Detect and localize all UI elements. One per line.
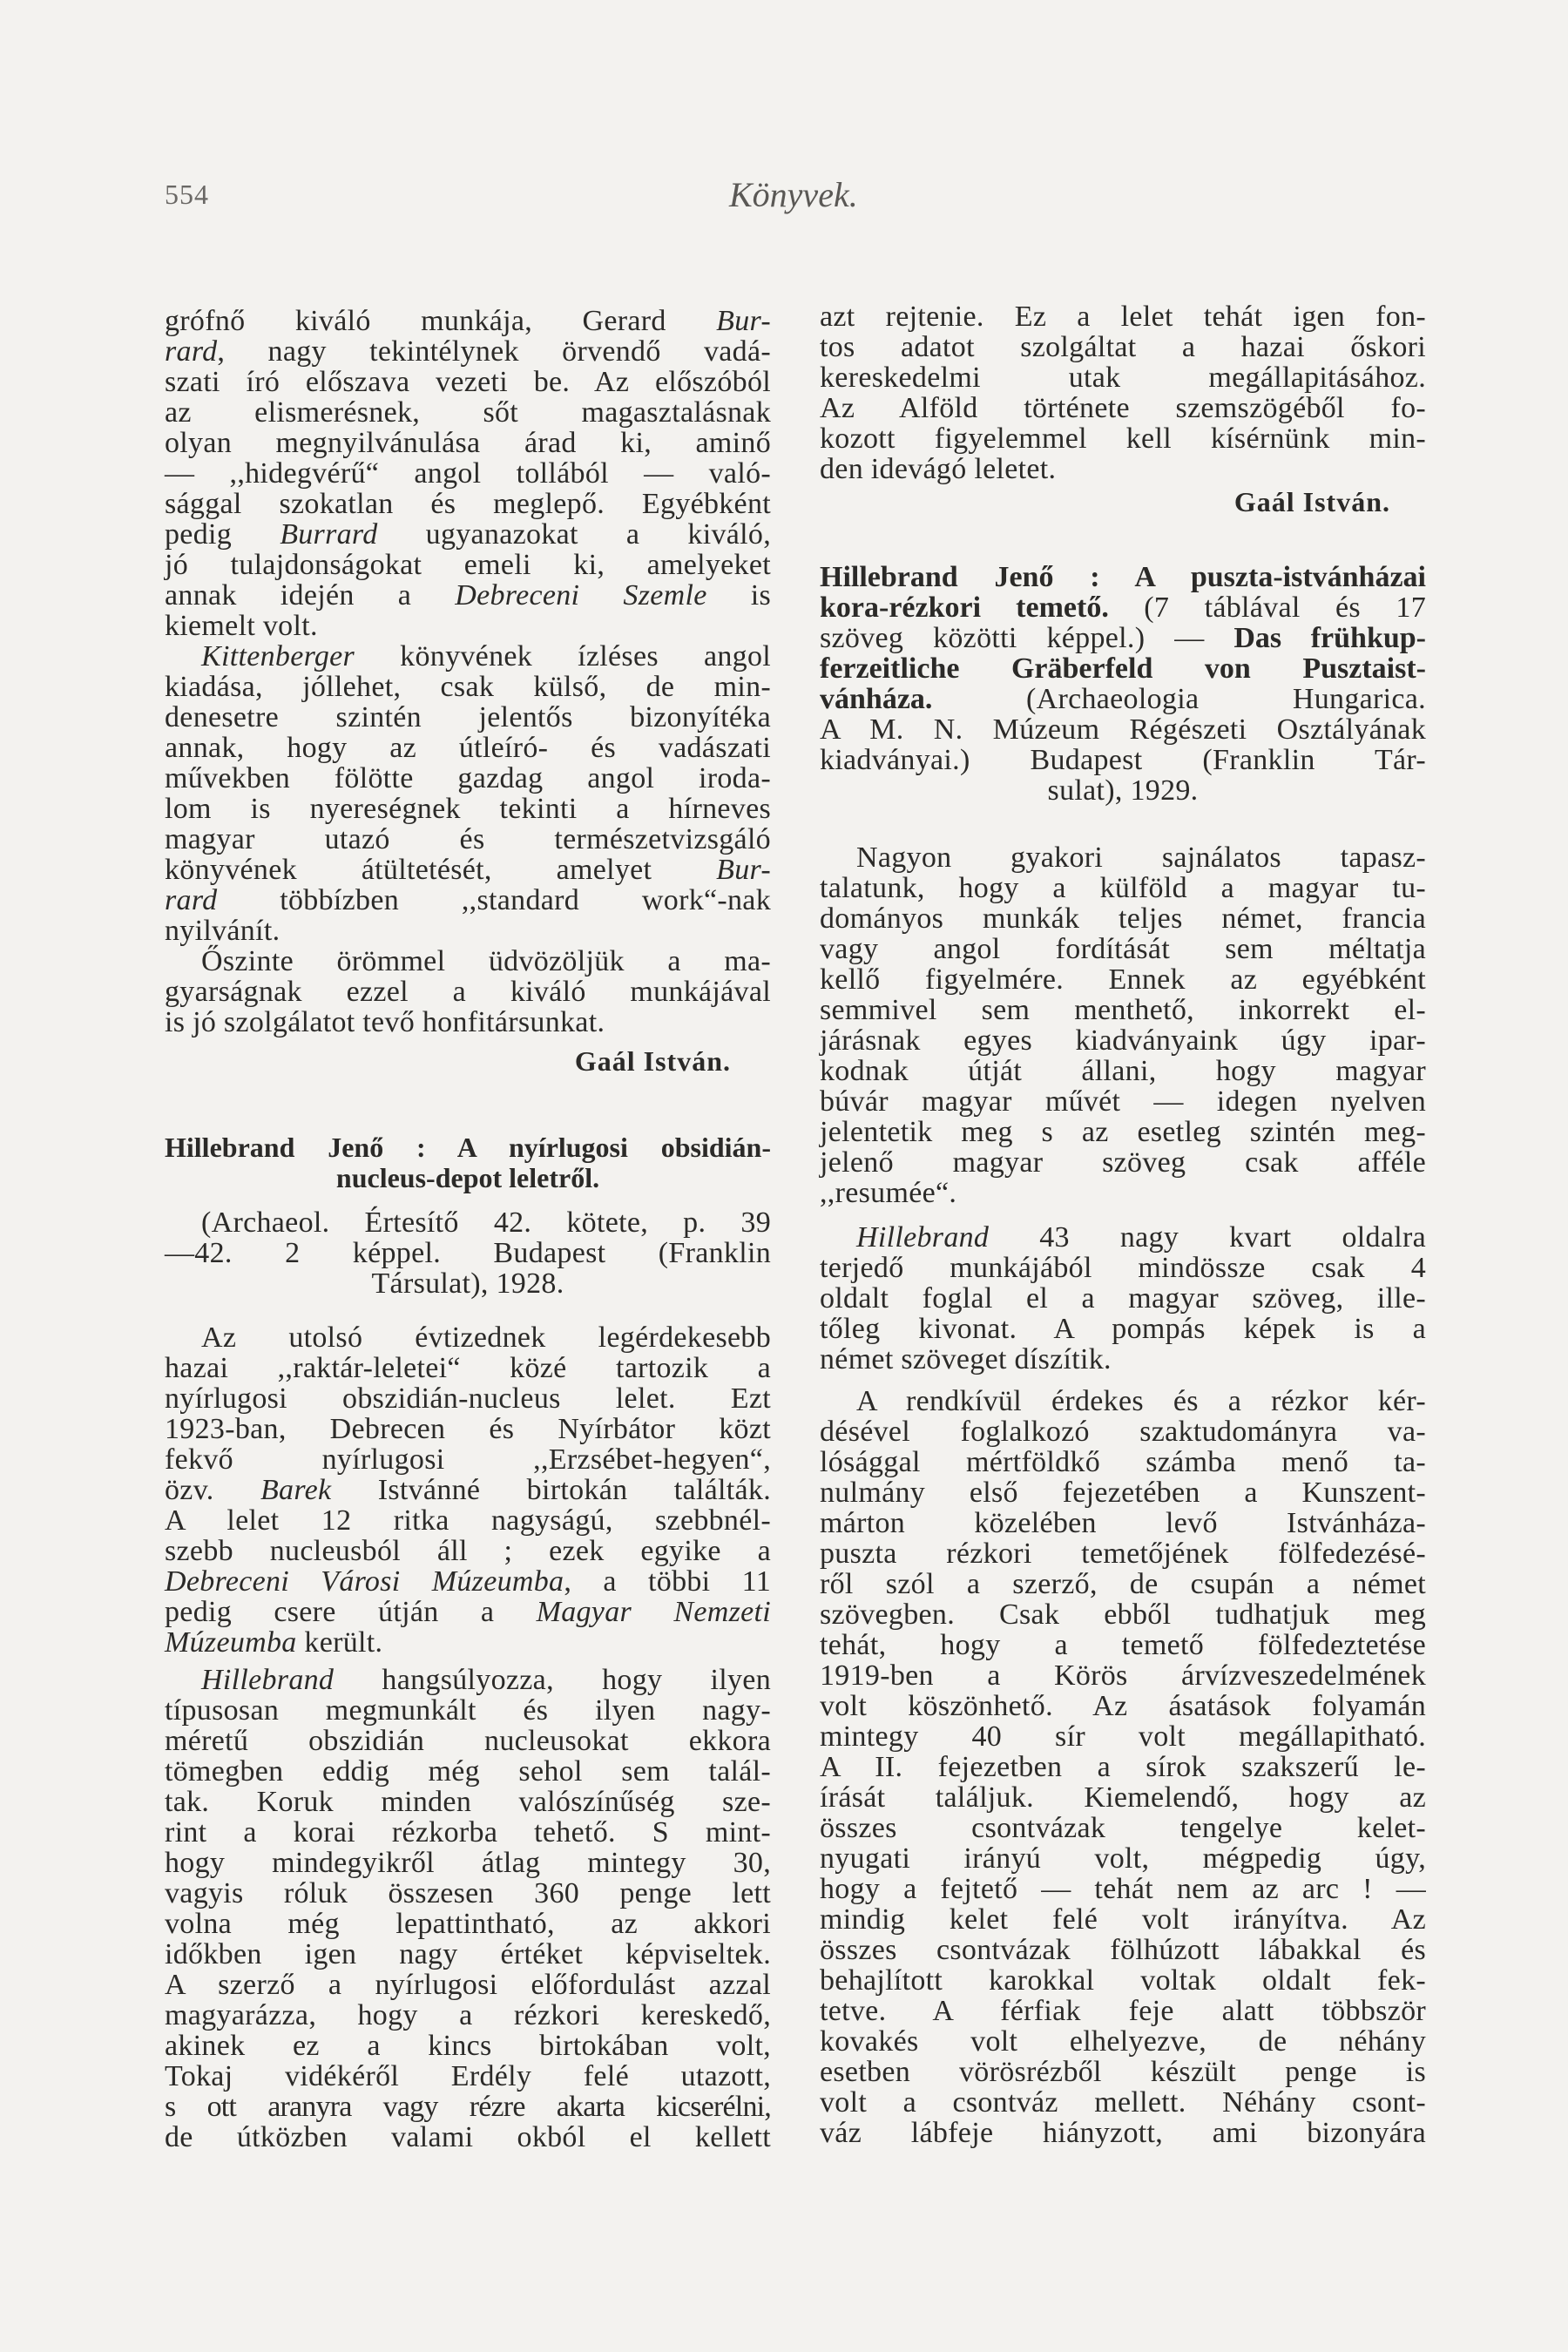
text-line [820,1630,1426,1660]
text-segment: A szerző a nyírlugosi előfordulást azzal [165,1969,771,2001]
text-segment: akinek ez a kincs birtokában volt, [165,2030,771,2062]
text-segment: szebb nucleusból áll ; ezek egyike a [165,1535,771,1567]
text-segment: jelenő magyar szöveg csak afféle [820,1146,1426,1179]
text-line [820,1599,1426,1630]
paragraph-kittenberger [165,641,771,946]
italic-text: Múzeumba [165,1626,297,1659]
text-line [165,1322,771,1353]
bold-text: nucleus-depot leletről. [335,1162,600,1193]
text-segment: dományos munkák teljes német, francia [820,902,1426,935]
text-segment: Istvánné birtokán találták. [331,1474,771,1506]
text-segment: Őszinte örömmel üdvözöljük a ma- [201,945,771,977]
text-line [820,1782,1426,1813]
text-line [165,733,771,763]
italic-text: Burrard [280,518,378,551]
text-line [165,1970,771,2000]
text-line [820,1996,1426,2026]
text-segment: márton közelében levő Istvánháza- [820,1507,1426,1539]
text-segment: vagy angol fordítását sem méltatja [820,933,1426,965]
text-line [165,1353,771,1383]
citation-nyirlugos [165,1207,771,1299]
text-segment: nyírlugosi obszidián-nucleus lelet. Ezt [165,1382,771,1415]
text-segment: jelentetik meg s az esetleg szintén meg- [820,1116,1426,1148]
text-segment: írását találjuk. Kiemelendő, hogy az [820,1781,1426,1814]
text-segment: kiadása, jóllehet, csak külső, de min- [165,671,771,703]
text-line [165,550,771,580]
text-segment: lósággal mértföldkő számba menő ta- [820,1446,1426,1478]
text-line [820,684,1426,714]
text-line [820,1314,1426,1344]
text-segment: pedig csere útján a [165,1596,537,1628]
text-segment: 1919-ben a Körös árvízveszedelmének [820,1659,1426,1692]
paragraph-hillebrand-nucleus [165,1665,771,2153]
text-line [165,306,771,336]
text-segment: grófnő kiváló munkája, Gerard [165,305,717,337]
text-segment: annak, hogy az útleíró- és vadászati [165,732,771,764]
text-segment: volt köszönhető. Az ásatások folyamán [820,1690,1426,1722]
paragraph-hillebrand-43-pages [820,1222,1426,1375]
text-segment: volna még lepattintható, az akkori [165,1908,771,1940]
text-line [820,1660,1426,1691]
text-segment: volt a csontváz mellett. Néhány csont- [820,2086,1426,2119]
text-segment: vagyis róluk összesen 360 penge lett [165,1877,771,1909]
bold-text: kora-rézkori temető. [820,591,1109,624]
text-segment: kereskedelmi utak megállapitásához. [820,362,1426,394]
text-segment: pedig [165,518,280,551]
text-line [165,1566,771,1597]
review-signature: Gaál István. [574,1045,731,1077]
text-line [820,775,1426,806]
text-line [820,1056,1426,1086]
text-segment: , a többi 11 [564,1565,771,1598]
bold-text: Hillebrand Jenő : A puszta-istvánházai [820,561,1426,593]
text-segment: sulat), 1929. [1047,774,1199,807]
text-line [165,580,771,611]
italic-text: Hillebrand [856,1221,990,1254]
italic-text: Bur- [716,854,771,886]
text-segment: de útközben valami okból el kellett [165,2121,771,2153]
text-line [820,2118,1426,2148]
text-segment: könyvének átültetését, amelyet [165,854,717,886]
text-line [165,2122,771,2153]
text-line [165,1878,771,1909]
text-line [165,855,771,885]
text-segment: méretű obszidián nucleusokat ekkora [165,1725,771,1757]
text-segment: ről szól a szerző, de csupán a német [820,1568,1426,1600]
text-segment: összes csontvázak fölhúzott lábakkal és [820,1934,1426,1966]
text-line [820,842,1426,873]
text-segment: Tokaj vidékéről Erdély felé utazott, [165,2060,771,2092]
text-segment: hogy a fejtető — tehát nem az arc ! — [820,1873,1426,1905]
text-segment: s ott aranyra vagy rézre akarta kicserélni, [165,2091,771,2123]
text-line [820,1721,1426,1752]
text-segment: azt rejtenie. Ez a lelet tehát igen fon- [820,301,1426,333]
text-segment: puszta rézkori temetőjének fölfedezésé- [820,1538,1426,1570]
text-line [820,1691,1426,1721]
text-segment: nyilvánít. [165,915,280,947]
text-line [820,2026,1426,2057]
text-line [820,393,1426,423]
italic-text: Debreceni Szemle [455,579,707,612]
italic-text: Debreceni Városi Múzeumba [165,1565,564,1598]
text-segment: tetve. A férfiak feje alatt többször [820,1995,1426,2027]
text-line [165,672,771,702]
text-line [165,1132,771,1163]
text-segment: is jó szolgálatot tevő honfitársunkat. [165,1006,605,1038]
text-line [165,2092,771,2122]
text-segment: gyarságnak ezzel a kiváló munkájával [165,976,771,1008]
text-line [820,454,1426,484]
text-segment: —42. 2 képpel. Budapest (Franklin [165,1237,771,1269]
text-line [820,1752,1426,1782]
text-segment: könyvének ízléses angol [355,640,771,672]
text-line [165,763,771,794]
text-segment: lom is nyereségnek tekinti a hírneves [165,793,771,825]
text-line [820,1477,1426,1508]
bold-text: Das frühkup- [1233,622,1426,654]
text-line [165,1627,771,1658]
text-line [165,1787,771,1817]
text-line [165,1695,771,1726]
text-segment: tömegben eddig még sehol sem talál- [165,1755,771,1788]
text-line [820,1874,1426,1904]
text-segment: kellő figyelmére. Ennek az egyébként [820,963,1426,996]
text-line [165,428,771,458]
text-segment: mintegy 40 sír volt megállapitható. [820,1720,1426,1753]
text-segment: hazai ,,raktár-leletei“ közé tartozik a [165,1352,771,1384]
paragraph-closing-praise [165,946,771,1037]
text-segment: (Archaeol. Értesítő 42. kötete, p. 39 [201,1206,771,1239]
text-segment: (7 táblával és 17 [1108,591,1426,624]
text-segment: német szöveget díszítik. [820,1343,1112,1375]
text-line [820,592,1426,623]
text-line [165,702,771,733]
text-line [165,611,771,641]
text-line [820,1904,1426,1935]
text-segment: — ,,hidegvérű“ angol tollából — való- [165,457,771,490]
text-line [820,1416,1426,1447]
text-segment: A rendkívül érdekes és a rézkor kér- [856,1385,1426,1417]
italic-text: Hillebrand [201,1664,335,1696]
text-segment: kodnak útját állani, hogy magyar [820,1055,1426,1087]
text-line [820,964,1426,995]
bold-text: vánháza. [820,683,933,715]
text-line [165,916,771,946]
text-segment: is [706,579,772,612]
text-line [820,423,1426,454]
text-line [820,1222,1426,1253]
text-segment: magyar utazó és természetvizsgáló [165,823,771,855]
text-segment: tos adatot szolgáltat a hazai őskori [820,331,1426,363]
text-segment: járásnak egyes kiadványaink úgy ipar- [820,1024,1426,1057]
text-segment: özv. [165,1474,260,1506]
text-segment: kovakés volt elhelyezve, de néhány [820,2025,1426,2058]
text-segment: jó tulajdonságokat emeli ki, amelyeket [165,549,771,581]
text-line [820,1253,1426,1283]
text-line [165,1817,771,1848]
text-line [165,2000,771,2031]
text-line [820,934,1426,964]
text-segment: ,,resumée“. [820,1177,957,1209]
text-line [820,1283,1426,1314]
text-line [165,458,771,489]
text-line [165,1536,771,1566]
text-segment: désével foglalkozó szaktudományra va- [820,1416,1426,1448]
text-line [165,794,771,824]
text-segment: A M. N. Múzeum Régészeti Osztályának [820,713,1426,746]
text-line [820,745,1426,775]
text-line [820,1025,1426,1056]
text-segment: ugyanazokat a kiváló, [377,518,772,551]
text-line [165,1207,771,1238]
text-line [820,995,1426,1025]
text-line [165,1939,771,1970]
text-line [820,1117,1426,1147]
italic-text: Magyar Nemzeti [536,1596,771,1628]
text-line [165,1414,771,1444]
text-line [820,301,1426,332]
text-segment: művekben fölötte gazdag angol iroda- [165,762,771,794]
italic-text: rard [165,884,218,916]
text-line [820,1569,1426,1599]
text-segment: fekvő nyírlugosi ,,Erzsébet-hegyen“, [165,1443,771,1476]
text-segment: nyugati irányú volt, mégpedig úgy, [820,1842,1426,1875]
text-line [820,903,1426,934]
text-line [165,367,771,397]
text-line [165,977,771,1007]
review-signature: Gaál István. [1233,486,1390,517]
text-segment: hogy mindegyikről átlag mintegy 30, [165,1847,771,1879]
text-line [165,1726,771,1756]
text-segment: magyarázza, hogy a rézkori kereskedő, [165,1999,771,2031]
text-line [820,653,1426,684]
paragraph-raktar-leletek [165,1322,771,1658]
running-head: Könyvek. [729,175,858,214]
page-number: 554 [165,179,209,210]
text-line [820,1538,1426,1569]
paragraph-cemetery-description [820,1386,1426,2148]
paragraph-burrard-preface [165,306,771,641]
paragraph-foreign-translation [820,842,1426,1208]
text-segment: búvár magyar művét — idegen nyelven [820,1085,1426,1118]
text-line [165,1238,771,1268]
text-segment: terjedő munkájából mindössze csak 4 [820,1252,1426,1284]
text-line [820,1344,1426,1375]
text-line [165,1268,771,1299]
text-segment: A II. fejezetben a sírok szakszerű le- [820,1751,1426,1783]
text-segment: hangsúlyozza, hogy ilyen [334,1664,771,1696]
text-segment: (Archaeologia Hungarica. [932,683,1426,715]
text-segment: tak. Koruk minden valószínűség sze- [165,1786,771,1818]
text-line [820,2087,1426,2118]
text-segment: típusosan megmunkált és ilyen nagy- [165,1694,771,1727]
text-segment: esetben vörösrézből készült penge is [820,2056,1426,2088]
text-line [820,2057,1426,2087]
text-segment: az elismerésnek, sőt magasztalásnak [165,396,771,429]
text-line [165,397,771,428]
text-line [820,623,1426,653]
text-segment: olyan megnyilvánulása árad ki, aminő [165,427,771,459]
italic-text: rard [165,335,218,368]
text-line [820,1178,1426,1208]
text-segment: rint a korai rézkorba tehető. S mint- [165,1816,771,1848]
text-line [820,332,1426,362]
text-segment: kozott figyelemmel kell kísérnünk min- [820,422,1426,455]
text-line [165,1475,771,1505]
text-segment: Nagyon gyakori sajnálatos tapasz- [856,841,1426,874]
text-line [820,1386,1426,1416]
italic-text: Barek [260,1474,332,1506]
text-line [165,1848,771,1878]
review-heading-nyirlugos [165,1132,771,1193]
text-segment: került. [296,1626,383,1659]
text-segment: sággal szokatlan és meglepő. Egyébként [165,488,771,520]
text-line [820,1086,1426,1117]
text-segment: összes csontvázak tengelye kelet- [820,1812,1426,1844]
text-line [165,885,771,916]
text-segment: 43 nagy kvart oldalra [989,1221,1426,1254]
text-segment: Az utolsó évtizednek legérdekesebb [201,1321,771,1354]
text-line [165,1909,771,1939]
text-segment: nulmány első fejezetében a Kunszent- [820,1477,1426,1509]
text-line [165,1665,771,1695]
text-line [820,1508,1426,1538]
text-segment: szöveg közötti képpel.) — [820,622,1234,654]
text-line [165,1383,771,1414]
italic-text: Bur- [716,305,771,337]
text-segment: talatunk, hogy a külföld a magyar tu- [820,872,1426,904]
text-segment: oldalt foglal el a magyar szöveg, ille- [820,1282,1426,1315]
text-line [165,824,771,855]
text-segment: den idevágó leletet. [820,453,1057,485]
italic-text: Kittenberger [201,640,355,672]
text-line [165,336,771,367]
text-line [165,2031,771,2061]
text-segment: denesetre szintén jelentős bizonyítéka [165,701,771,733]
text-segment: , nagy tekintélynek örvendő vadá- [217,335,771,368]
text-line [820,562,1426,592]
text-line [820,1813,1426,1843]
text-segment: kiadványai.) Budapest (Franklin Tár- [820,744,1426,776]
text-line [820,1147,1426,1178]
text-line [165,2061,771,2092]
text-segment: Az Alföld története szemszögéből fo- [820,392,1426,424]
text-segment: tőleg kivonat. A pompás képek is a [820,1313,1426,1345]
text-segment: A lelet 12 ritka nagyságú, szebbnél- [165,1504,771,1537]
text-line [820,1965,1426,1996]
text-line [165,1756,771,1787]
text-line [820,873,1426,903]
text-segment: szövegben. Csak ebből tudhatjuk meg [820,1598,1426,1631]
text-line [165,1007,771,1037]
text-segment: semmivel sem menthető, inkorrekt el- [820,994,1426,1026]
text-line [165,946,771,977]
text-segment: Társulat), 1928. [371,1267,564,1300]
text-line [820,1447,1426,1477]
text-line [165,1597,771,1627]
text-segment: mindig kelet felé volt irányítva. Az [820,1903,1426,1936]
text-line [165,641,771,672]
text-segment: szati író előszava vezeti be. Az előszóból [165,366,771,398]
paragraph-continuation [820,301,1426,484]
text-segment: többízben ,,standard work“-nak [217,884,771,916]
text-line [820,362,1426,393]
text-line [165,489,771,519]
text-line [165,1444,771,1475]
review-heading-istvanhaza [820,562,1426,806]
text-segment: behajlított karokkal voltak oldalt fek- [820,1964,1426,1997]
text-line [165,519,771,550]
text-segment: annak idején a [165,579,456,612]
bold-text: Hillebrand Jenő : A nyírlugosi obsidián- [165,1132,771,1163]
text-segment: váz lábfeje hiányzott, ami bizonyára [820,2117,1426,2149]
text-line [165,1505,771,1536]
text-line [165,1163,771,1193]
text-line [820,1935,1426,1965]
text-line [820,714,1426,745]
text-segment: időkben igen nagy értéket képviseltek. [165,1938,771,1970]
bold-text: ferzeitliche Gräberfeld von Pusztaist- [820,652,1426,685]
text-segment: kiemelt volt. [165,610,318,642]
text-line [820,1843,1426,1874]
text-segment: 1923-ban, Debrecen és Nyírbátor közt [165,1413,771,1445]
text-segment: tehát, hogy a temető fölfedeztetése [820,1629,1426,1661]
